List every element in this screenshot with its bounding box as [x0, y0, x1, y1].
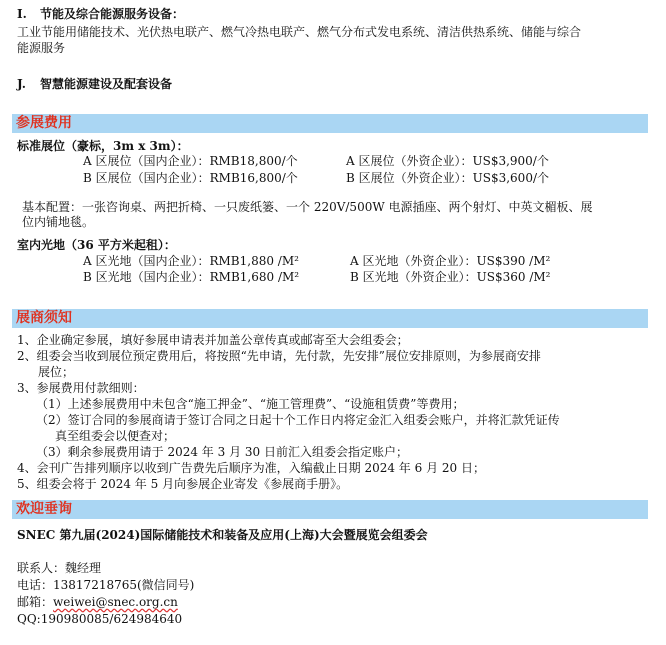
- section-i-line1: 工业节能用储能技术、光伏热电联产、燃气冷热电联产、燃气分布式发电系统、清洁供热系统、储能与综合: [17, 25, 582, 39]
- section-i-line2: 能源服务: [17, 41, 66, 55]
- standard-a-foreign: A 区展位（外资企业）：US$3,900/个: [346, 154, 549, 168]
- section-j-title: 智慧能源建设及配套设备: [40, 77, 173, 91]
- raw-a-foreign: A 区光地（外资企业）：US$390 /M²: [350, 254, 551, 268]
- standard-b-foreign: B 区展位（外资企业）：US$3,600/个: [346, 171, 549, 185]
- notice-header-bar: [12, 309, 648, 328]
- basic-config-line1: 基本配置：一张咨询桌、两把折椅、一只废纸篓、一个 220V/500W 电源插座、两个射灯、中英文楣板、展: [22, 200, 593, 214]
- notice-line-2-cont: 展位；: [38, 365, 75, 379]
- notice-line-3: 3、参展费用付款细则：: [17, 381, 145, 395]
- notice-line-3-2: （2）签订合同的参展商请于签订合同之日起十个工作日内将定金汇入组委会账户，并将汇款凭证传: [36, 413, 560, 427]
- phone-label: 电话：: [17, 578, 54, 592]
- welcome-header-bar: [12, 500, 648, 519]
- contact-name: 魏经理: [65, 561, 102, 575]
- basic-config-line2: 位内铺地毯。: [22, 215, 95, 229]
- standard-a-domestic: A 区展位（国内企业）：RMB18,800/个: [83, 154, 298, 168]
- fees-header-bar: [12, 114, 648, 133]
- raw-space-title: 室内光地（36 平方米起租）：: [17, 238, 176, 252]
- fees-header: 参展费用: [16, 115, 72, 131]
- standard-booth-title: 标准展位（豪标，3m x 3m）：: [17, 139, 189, 153]
- contact-line: [17, 561, 101, 576]
- email-line: [17, 595, 178, 610]
- notice-line-3-2-cont: 真至组委会以便查对；: [55, 429, 176, 443]
- section-j-label: J.: [17, 77, 26, 91]
- notice-line-3-1: （1）上述参展费用中未包含“施工押金”、“施工管理费”、“设施租赁费”等费用；: [36, 397, 465, 411]
- raw-b-foreign: B 区光地（外资企业）：US$360 /M²: [350, 270, 551, 284]
- notice-line-1: 1、企业确定参展，填好参展申请表并加盖公章传真或邮寄至大会组委会；: [17, 333, 409, 347]
- notice-header: 展商须知: [16, 310, 72, 326]
- welcome-header: 欢迎垂询: [16, 501, 72, 517]
- email-label: 邮箱：: [17, 595, 54, 609]
- raw-a-domestic: A 区光地（国内企业）：RMB1,880 /M²: [83, 254, 299, 268]
- qq-line: QQ:190980085/624984640: [17, 612, 183, 626]
- phone-number: 13817218765(微信同号): [53, 578, 195, 592]
- notice-line-3-3: （3）剩余参展费用请于 2024 年 3 月 30 日前汇入组委会指定账户；: [36, 445, 408, 459]
- phone-line: [17, 578, 194, 593]
- raw-b-domestic: B 区光地（国内企业）：RMB1,680 /M²: [83, 270, 300, 284]
- notice-line-2: 2、组委会当收到展位预定费用后，将按照“先申请，先付款，先安排”展位安排原则，为参展商安排: [17, 349, 541, 363]
- contact-label: 联系人：: [17, 561, 66, 575]
- organizer-name: SNEC 第九届(2024)国际储能技术和装备及应用(上海)大会暨展览会组委会: [17, 528, 428, 542]
- standard-b-domestic: B 区展位（国内企业）：RMB16,800/个: [83, 171, 298, 185]
- section-i-title: 节能及综合能源服务设备：: [40, 7, 185, 21]
- section-i-label: I.: [17, 7, 27, 21]
- notice-line-5: 5、组委会将于 2024 年 5 月向参展企业寄发《参展商手册》。: [17, 477, 349, 491]
- email-link[interactable]: weiwei@snec.org.cn: [53, 595, 178, 609]
- notice-line-4: 4、会刊广告排列顺序以收到广告费先后顺序为准，入编截止日期 2024 年 6 月 20 日；: [17, 461, 485, 475]
